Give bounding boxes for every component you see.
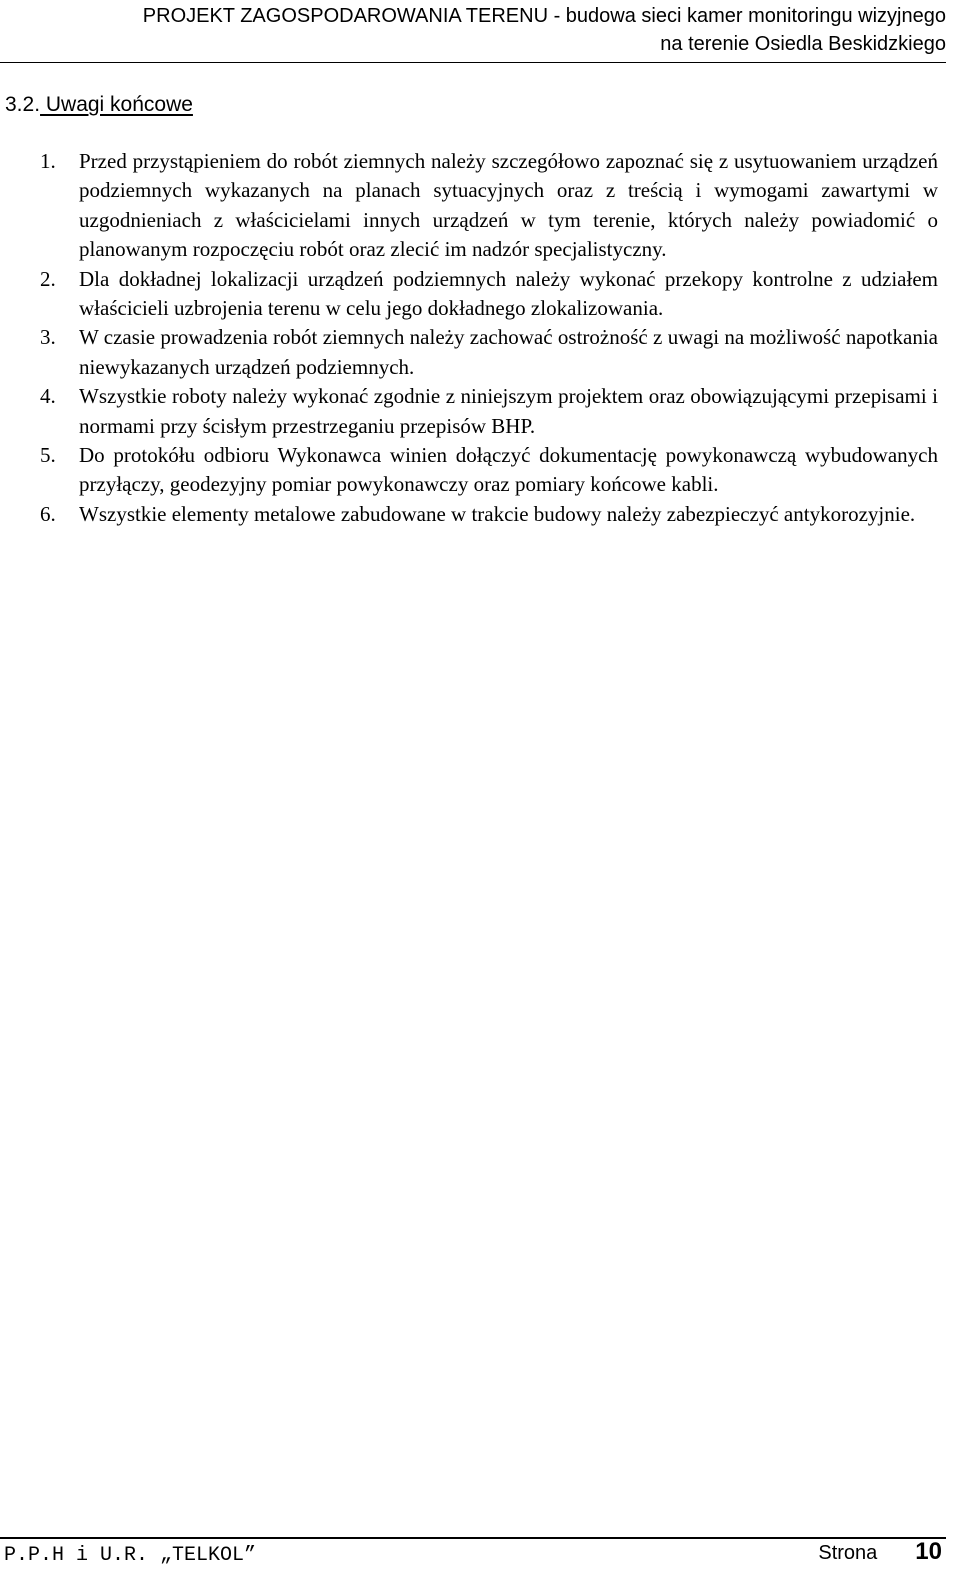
note-text: Dla dokładnej lokalizacji urządzeń podziemnych należy wykonać przekopy kontrolne z udziałem właścicieli uzbrojenia terenu w celu jego dokładnego zlokalizowania. [79,266,938,321]
header-divider [0,62,946,63]
section-heading [5,92,193,118]
section-number: 3.2. [5,93,41,116]
note-item [40,323,938,382]
section-title: Uwagi końcowe [40,93,193,116]
header-title-line-1: PROJEKT ZAGOSPODAROWANIA TERENU - budowa sieci kamer monitoringu wizyjnego [142,5,946,27]
note-text: Wszystkie elementy metalowe zabudowane w trakcie budowy należy zabezpieczyć antykorozyjnie. [79,501,916,526]
note-number: 1. [40,149,56,173]
page-footer-numbering [818,1538,942,1566]
note-item [40,382,938,441]
page-header [0,2,946,58]
final-notes-list [40,147,938,529]
note-number: 2. [40,266,56,291]
note-item [40,441,938,500]
note-text: Do protokółu odbioru Wykonawca winien dołączyć dokumentację powykonawczą wybudowanych przyłączy, geodezyjny pomiar powykonawczy oraz pomiary końcowe kabli. [79,443,938,497]
page-label: Strona [818,1542,878,1564]
page-number: 10 [915,1538,942,1565]
note-text: W czasie prowadzenia robót ziemnych należy zachować ostrożność z uwagi na możliwość napotkania niewykazanych urządzeń podziemnych. [79,325,938,379]
footer-company: P.P.H i U.R. „TELKOL” [4,1544,257,1567]
note-item [40,147,938,265]
note-number: 5. [40,443,56,468]
note-item [40,500,938,529]
note-number: 4. [40,384,56,409]
footer-divider [0,1537,946,1539]
note-text: Wszystkie roboty należy wykonać zgodnie z niniejszym projektem oraz obowiązującymi przepisami i normami przy ścisłym przestrzeganiu przepisów BHP. [79,384,938,438]
header-title-line-2: na terenie Osiedla Beskidzkiego [660,33,946,55]
note-text: Przed przystąpieniem do robót ziemnych należy szczegółowo zapoznać się z usytuowaniem urządzeń podziemnych wykazanych na planach sytuacyjnych oraz z treścią i wymogami zawartymi w uzgodnieniach z właścicielami innych urządzeń w tym terenie, których należy powiadomić o planowanym rozpoczęciu robót oraz zlecić im nadzór specjalistyczny. [79,149,938,262]
note-number: 3. [40,325,56,350]
note-item [40,265,938,324]
note-number: 6. [40,501,56,526]
